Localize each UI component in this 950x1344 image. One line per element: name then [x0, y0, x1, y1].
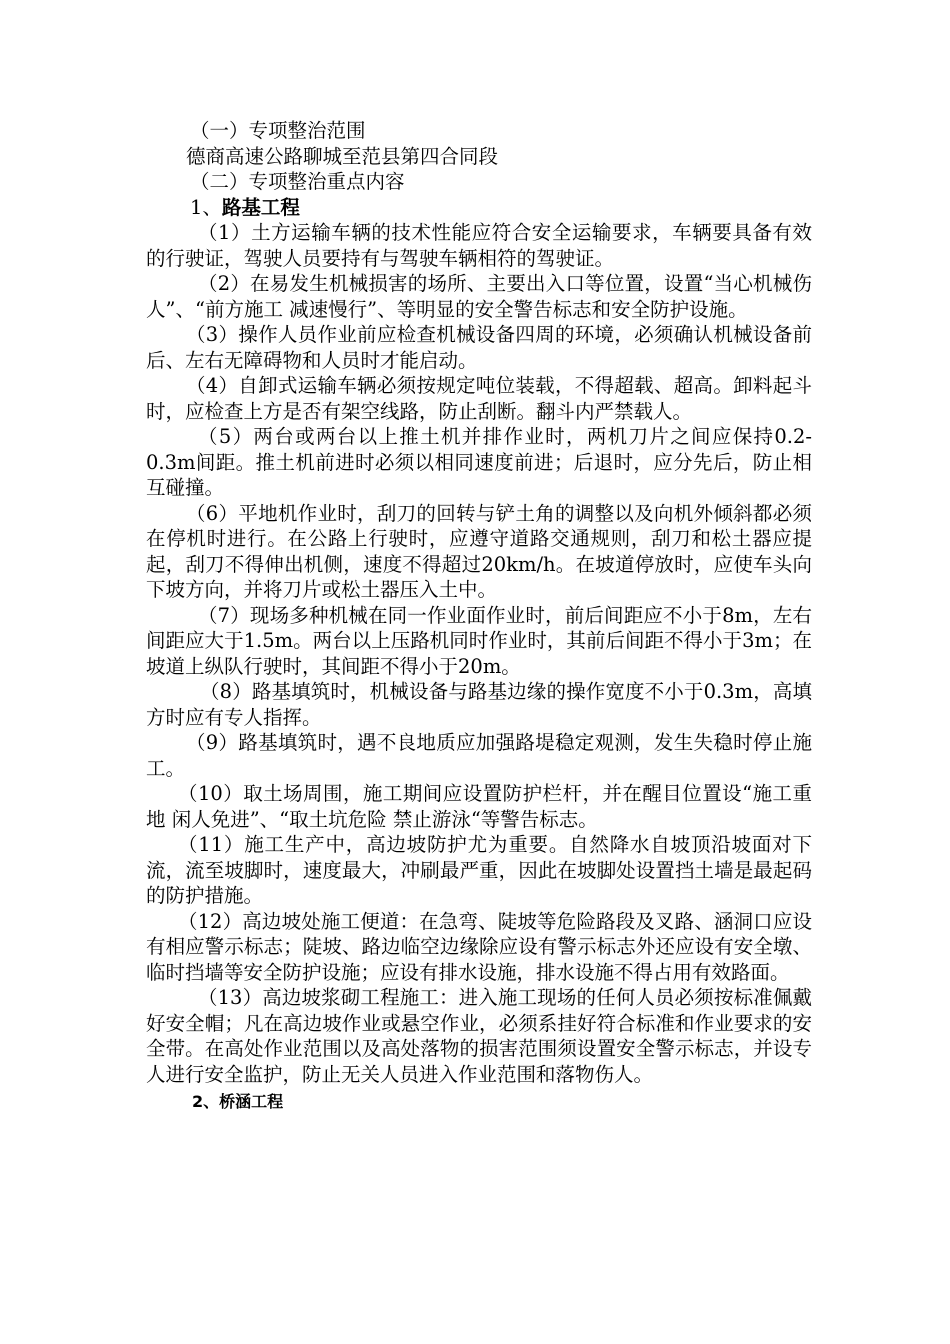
paragraph-3: （3）操作人员作业前应检查机械设备四周的环境，必须确认机械设备前后、左右无障碍物和人员时才能启动。: [146, 323, 812, 372]
paragraph-9: （9）路基填筑时，遇不良地质应加强路堤稳定观测，发生失稳时停止施工。: [146, 731, 812, 780]
paragraph-13: （13）高边坡浆砌工程施工：进入施工现场的任何人员必须按标准佩戴好安全帽；凡在高边坡作业或悬空作业，必须系挂好符合标准和作业要求的安全带。在高处作业范围以及高处落物的损害范围须设置安全警示标志，并设专人进行安全监护，防止无关人员进入作业范围和落物伤人。: [146, 986, 812, 1086]
section-1-title: 路基工程: [221, 195, 300, 219]
paragraph-5: （5）两台或两台以上推土机并排作业时，两机刀片之间应保持0.2-0.3m间距。推土机前进时必须以相同速度前进；后退时，应分先后，防止相互碰撞。: [146, 425, 812, 499]
paragraph-6: （6）平地机作业时，刮刀的回转与铲土角的调整以及向机外倾斜都必须在停机时进行。在公路上行驶时，应遵守道路交通规则，刮刀和松土器应提起，刮刀不得伸出机侧，速度不得超过20km/h。在坡道停放时，应使车头向下坡方向，并将刀片或松土器压入土中。: [146, 501, 812, 601]
section-2-heading: 2、桥涵工程: [192, 1092, 284, 1111]
scope-heading: （一）专项整治范围: [190, 119, 366, 142]
paragraph-10: （10）取土场周围，施工期间应设置防护栏杆，并在醒目位置设“施工重地 闲人免进”、“取土坑危险 禁止游泳“等警告标志。: [146, 782, 812, 831]
paragraph-8: （8）路基填筑时，机械设备与路基边缘的操作宽度不小于0.3m，高填方时应有专人指挥。: [146, 680, 812, 729]
paragraph-2: （2）在易发生机械损害的场所、主要出入口等位置，设置“当心机械伤人”、“前方施工 减速慢行”、等明显的安全警告标志和安全防护设施。: [146, 272, 812, 321]
scope-text: 德商高速公路聊城至范县第四合同段: [186, 144, 499, 168]
document-page: [146, 118, 812, 1115]
paragraph-11: （11）施工生产中，高边坡防护尤为重要。自然降水自坡顶沿坡面对下流，流至坡脚时，速度最大，冲刷最严重，因此在坡脚处设置挡土墙是最起码的防护措施。: [146, 833, 812, 907]
paragraph-4: （4）自卸式运输车辆必须按规定吨位装载，不得超载、超高。卸料起斗时，应检查上方是否有架空线路，防止刮断。翻斗内严禁载人。: [146, 374, 812, 423]
section-1-number: 1、: [190, 195, 222, 219]
section-1-heading: [146, 195, 812, 221]
key-content-heading: （二）专项整治重点内容: [190, 170, 405, 193]
paragraph-7: （7）现场多种机械在同一作业面作业时，前后间距应不小于8m，左右间距应大于1.5m。两台以上压路机同时作业时，其前后间距不得小于3m；在坡道上纵队行驶时，其间距不得小于20m。: [146, 603, 812, 678]
paragraph-1: （1）土方运输车辆的技术性能应符合安全运输要求，车辆要具备有效的行驶证，驾驶人员要持有与驾驶车辆相符的驾驶证。: [146, 221, 812, 270]
paragraph-12: （12）高边坡处施工便道：在急弯、陡坡等危险路段及叉路、涵洞口应设有相应警示标志；陡坡、路边临空边缘除应设有警示标志外还应设有安全墩、临时挡墙等安全防护设施；应设有排水设施，排水设施不得占用有效路面。: [146, 909, 812, 984]
